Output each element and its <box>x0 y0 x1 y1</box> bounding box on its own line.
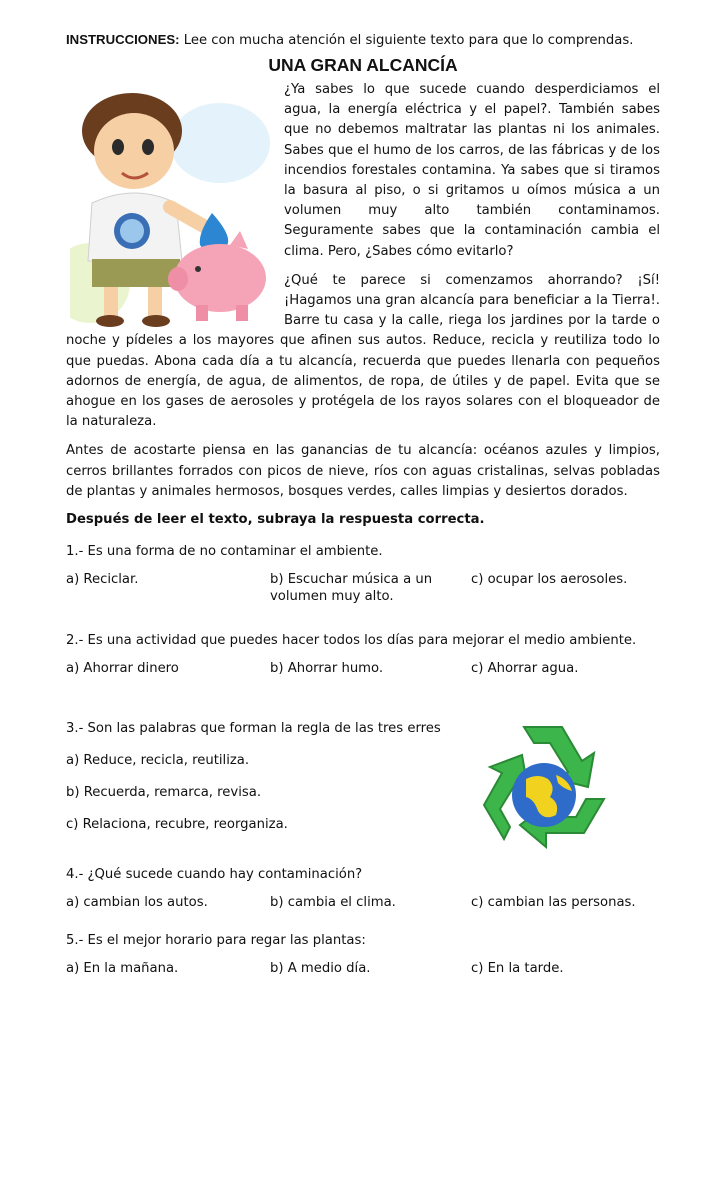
q3-option-a[interactable]: a) Reduce, recicla, reutiliza. <box>66 753 250 769</box>
paragraph-3: Antes de acostarte piensa en las ganancias de tu alcancía: océanos azules y limpios, cerros brillantes forrados con picos de nieve, ríos con aguas cristalinas, selvas pobladas de plantas y animales hermosos, bosques verdes, calles limpias y desiertos dorados. <box>66 443 660 499</box>
instructions <box>66 30 660 51</box>
instructions-label: INSTRUCCIONES: <box>66 32 180 47</box>
question-5: 5.- Es el mejor horario para regar las plantas: <box>66 933 366 949</box>
question-2-options <box>66 660 660 677</box>
q3-option-b[interactable]: b) Recuerda, remarca, revisa. <box>66 785 262 801</box>
q4-option-a[interactable]: a) cambian los autos. <box>66 895 208 911</box>
q2-option-a[interactable]: a) Ahorrar dinero <box>66 661 179 677</box>
question-4: 4.- ¿Qué sucede cuando hay contaminación? <box>66 867 363 883</box>
question-1: 1.- Es una forma de no contaminar el ambiente. <box>66 544 383 560</box>
question-1-options <box>66 571 660 605</box>
boy-piggy-bank-illustration <box>70 83 276 329</box>
q1-option-a[interactable]: a) Reciclar. <box>66 572 139 588</box>
question-4-options <box>66 894 660 911</box>
question-3: 3.- Son las palabras que forman la regla de las tres erres <box>66 721 441 737</box>
question-2: 2.- Es una actividad que puedes hacer todos los días para mejorar el medio ambiente. <box>66 633 637 649</box>
task-instruction: Después de leer el texto, subraya la respuesta correcta. <box>66 512 485 528</box>
q5-option-c[interactable]: c) En la tarde. <box>471 961 564 977</box>
question-5-options <box>66 960 660 977</box>
q2-option-c[interactable]: c) Ahorrar agua. <box>471 661 579 677</box>
q1-option-b[interactable]: b) Escuchar música a un volumen muy alto. <box>270 572 433 605</box>
q1-option-c[interactable]: c) ocupar los aerosoles. <box>471 572 628 588</box>
q2-option-b[interactable]: b) Ahorrar humo. <box>270 661 384 677</box>
q4-option-b[interactable]: b) cambia el clima. <box>270 895 396 911</box>
paragraph-2: ¿Qué te parece si comenzamos ahorrando? ¡Sí! ¡Hagamos una gran alcancía para beneficiar a la Tierra!. Barre tu casa y la calle, riega los jardines por la tarde o noche y pídeles a los mayores que afinen sus autos. Reduce, recicla y reutiliza todo lo que puedas. Abona cada día a tu alcancía, recuerda que puedes llenarla con pequeños adornos de energía, de agua, de alimentos, de ropa, de útiles y de papel. Evita que se ahogue en los gases de aerosoles y protégela de los rayos solares con el bloqueador de la naturaleza. <box>66 272 660 430</box>
q3-option-c[interactable]: c) Relaciona, recubre, reorganiza. <box>66 817 288 833</box>
q5-option-b[interactable]: b) A medio día. <box>270 961 371 977</box>
recycle-globe-icon <box>464 717 622 871</box>
paragraph-1: ¿Ya sabes lo que sucede cuando desperdiciamos el agua, la energía eléctrica y el papel?. También sabes que no debemos maltratar las plantas ni los animales. Sabes que el humo de los carros, de las fábricas y de los incendios forestales contamina. Ya sabes que si tiramos la basura al piso, o si gritamos u oímos música a un volumen muy alto también contaminamos. Seguramente sabes que la contaminación cambia el clima. Pero, ¿Sabes cómo evitarlo? <box>284 82 660 259</box>
page-title: UNA GRAN ALCANCÍA <box>268 55 458 75</box>
worksheet <box>66 30 660 977</box>
q5-option-a[interactable]: a) En la mañana. <box>66 961 179 977</box>
instructions-text: Lee con mucha atención el siguiente texto para que lo comprendas. <box>179 33 634 48</box>
q4-option-c[interactable]: c) cambian las personas. <box>471 895 636 911</box>
question-3-block <box>66 719 660 835</box>
